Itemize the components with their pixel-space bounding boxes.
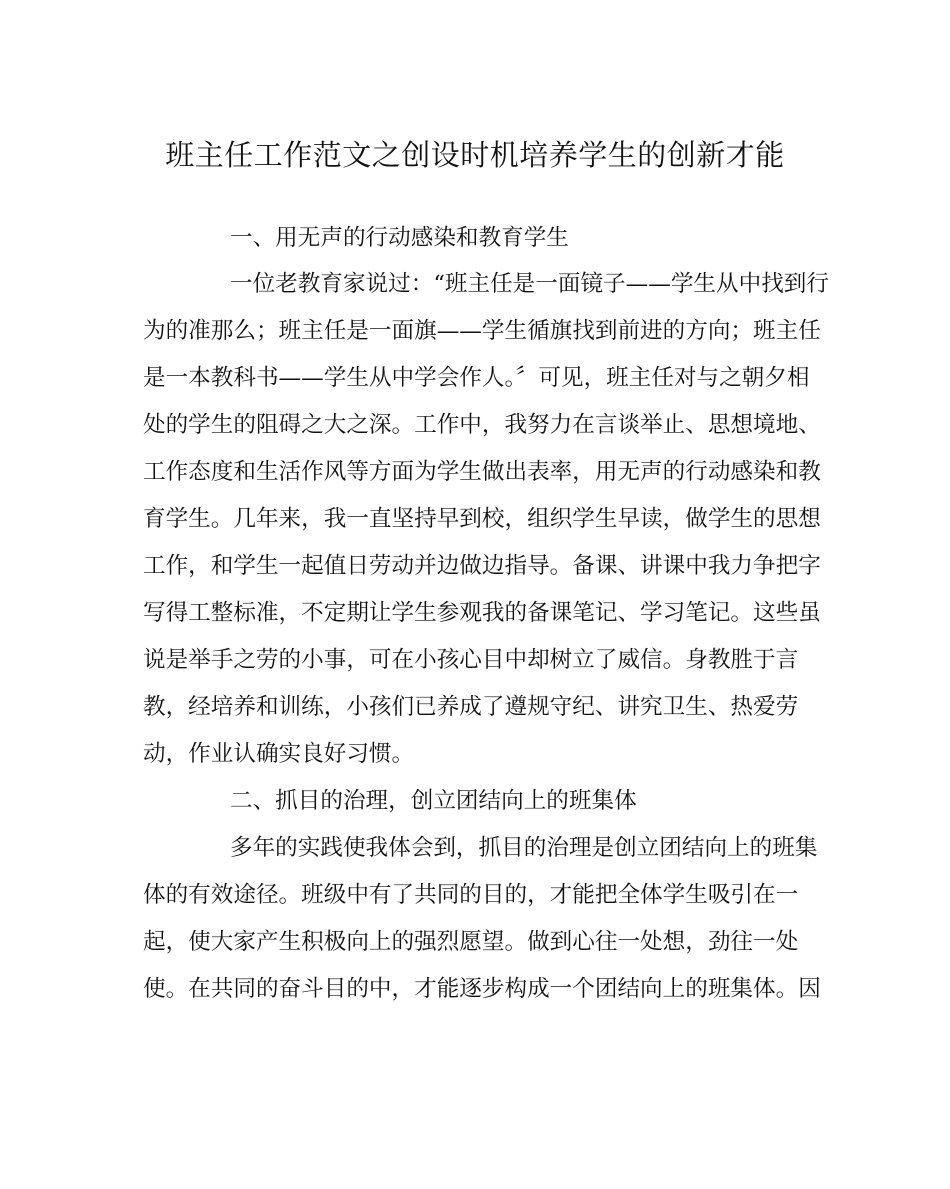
paragraph-line: 起，使大家产生积极向上的强烈愿望。做到心往一处想，劲往一处 xyxy=(143,929,799,955)
paragraph-line: 处的学生的阻碍之大之深。工作中，我努力在言谈举止、思想境地、 xyxy=(143,412,821,438)
paragraph-line: 体的有效途径。班级中有了共同的目的，才能把全体学生吸引在一 xyxy=(143,882,799,908)
section-heading-1: 一、用无声的行动感染和教育学生 xyxy=(230,225,569,251)
paragraph-line: 使。在共同的奋斗目的中，才能逐步构成一个团结向上的班集体。因 xyxy=(143,976,821,1002)
paragraph-line: 育学生。几年来，我一直坚持早到校，组织学生早读，做学生的思想 xyxy=(143,506,821,532)
paragraph-line: 为的准那么；班主任是一面旗——学生循旗找到前进的方向；班主任 xyxy=(143,318,821,344)
paragraph-line: 说是举手之劳的小事，可在小孩心目中却树立了威信。身教胜于言 xyxy=(143,647,799,673)
paragraph-line: 多年的实践使我体会到，抓目的治理是创立团结向上的班集 xyxy=(230,835,818,861)
paragraph-line: 是一本教科书——学生从中学会作人。〞可见，班主任对与之朝夕相 xyxy=(143,365,810,391)
paragraph-line: 写得工整标准，不定期让学生参观我的备课笔记、学习笔记。这些虽 xyxy=(143,600,821,626)
document-title: 班主任工作范文之创设时机培养学生的创新才能 xyxy=(165,138,785,172)
paragraph-line: 工作，和学生一起值日劳动并边做边指导。备课、讲课中我力争把字 xyxy=(143,553,821,579)
section-heading-2: 二、抓目的治理，创立团结向上的班集体 xyxy=(230,788,637,814)
paragraph-line: 工作态度和生活作风等方面为学生做出表率，用无声的行动感染和教 xyxy=(143,459,821,485)
paragraph-line: 动，作业认确实良好习惯。 xyxy=(143,741,415,767)
paragraph-line: 一位老教育家说过：“班主任是一面镜子——学生从中找到行 xyxy=(230,271,829,297)
paragraph-line: 教，经培养和训练，小孩们已养成了遵规守纪、讲究卫生、热爱劳 xyxy=(143,694,799,720)
